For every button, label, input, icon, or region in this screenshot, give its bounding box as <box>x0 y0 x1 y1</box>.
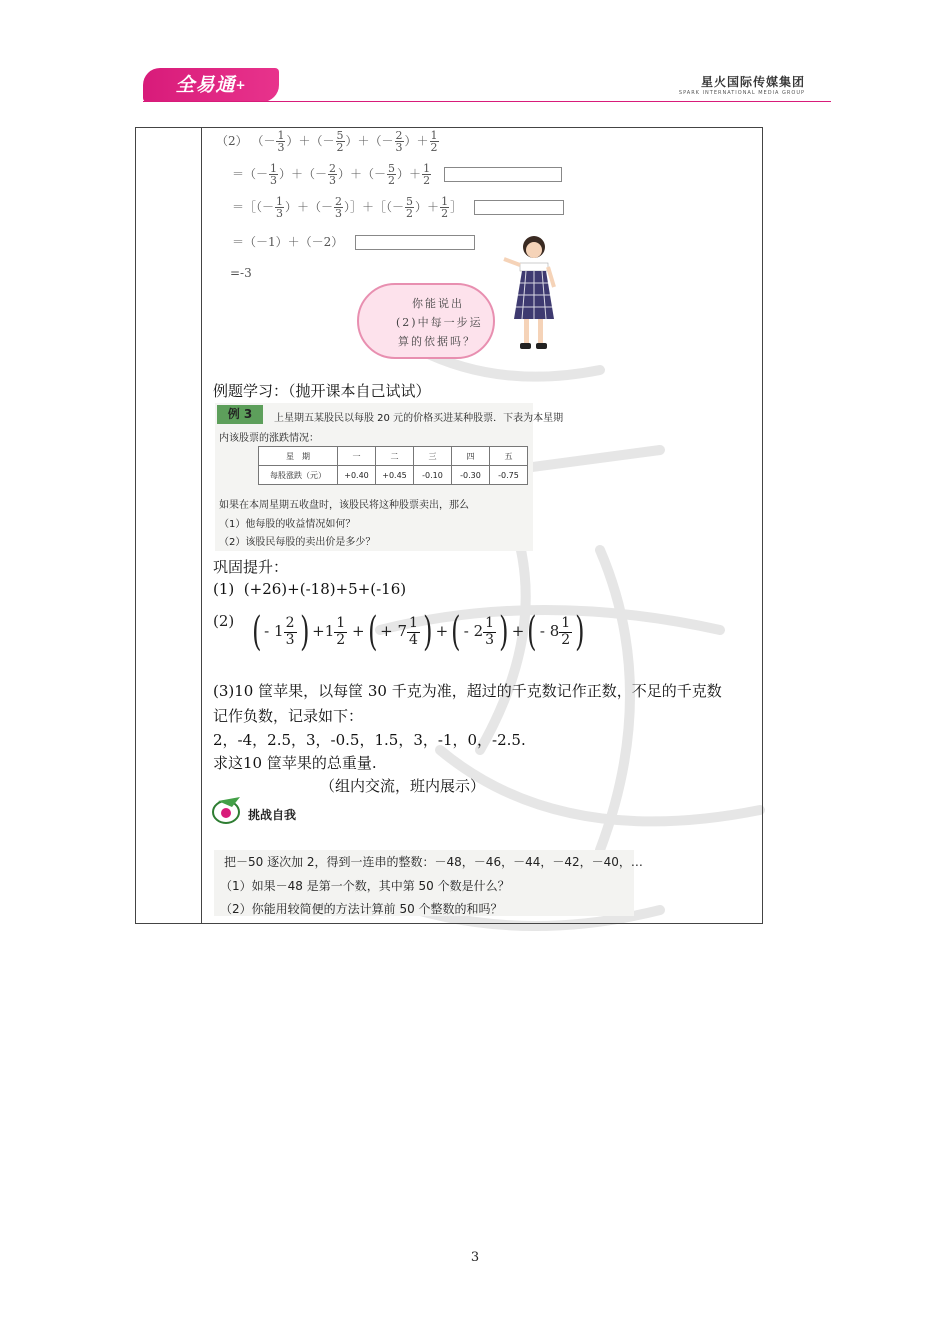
denominator: 3 <box>276 207 284 220</box>
term-op: + <box>351 622 365 640</box>
example-text: 内该股票的涨跌情况： <box>219 433 319 444</box>
expr-part: ）＋ <box>404 134 429 148</box>
term-sign: - <box>463 622 469 640</box>
paren-left: ( <box>367 609 378 655</box>
numerator: 1 <box>409 615 418 632</box>
reason-answer-box[interactable] <box>355 235 475 250</box>
denominator: 2 <box>336 141 344 154</box>
denominator: 3 <box>270 174 278 187</box>
publisher-logo <box>679 73 805 96</box>
publisher-name-en: SPARK INTERNATIONAL MEDIA GROUP <box>678 90 805 96</box>
item-label: (2) <box>213 612 235 630</box>
practice-item-1 <box>213 580 406 598</box>
denominator: 3 <box>329 174 337 187</box>
example-text: 上星期五某股民以每股 20 元的价格买进某种股票．下表为本星期 <box>274 413 564 424</box>
fraction <box>334 616 347 648</box>
denominator: 2 <box>423 174 431 187</box>
numerator: 1 <box>336 615 346 632</box>
publisher-name: 星火国际传媒集团 <box>700 75 805 89</box>
challenge-question: （2）你能用较简便的方法计算前 50 个整数的和吗？ <box>220 902 503 916</box>
fraction <box>440 196 449 219</box>
expr-part: （－ <box>251 134 276 148</box>
fraction <box>275 196 284 219</box>
numerator: 5 <box>336 129 344 142</box>
paren-left: ( <box>251 609 262 655</box>
derivation-line-4 <box>232 233 475 250</box>
expr-part: ）＋ <box>415 200 440 214</box>
brand-logo-text: 全易通 <box>175 74 236 96</box>
fraction <box>328 163 337 186</box>
numerator: 1 <box>441 195 449 208</box>
table-cell: 四 <box>452 447 490 466</box>
paren-left: ( <box>451 609 461 655</box>
header-divider <box>143 101 831 102</box>
practice-item-3-line: (3)10 筐苹果，以每筐 30 千克为准，超过的千克数记作正数，不足的千克数 <box>213 682 722 700</box>
example-text: 如果在本周星期五收盘时，该股民将这种股票卖出，那么 <box>219 500 469 511</box>
paren-right: ) <box>299 609 309 655</box>
term-op: + <box>511 622 525 640</box>
table-cell: -0.30 <box>452 466 490 485</box>
paren-right: ) <box>575 609 585 655</box>
numerator: 1 <box>276 195 284 208</box>
table-cell: 三 <box>414 447 452 466</box>
practice-item-3-question: 求这10 筐苹果的总重量. <box>213 754 377 772</box>
fraction <box>483 616 496 648</box>
term-op: + <box>312 622 325 640</box>
challenge-question: （1）如果－48 是第一个数，其中第 50 个数是什么？ <box>220 879 510 893</box>
numerator: 5 <box>388 162 396 175</box>
denominator: 4 <box>409 631 418 648</box>
fraction <box>407 616 420 648</box>
fraction <box>387 163 396 186</box>
paren-right: ) <box>423 609 433 655</box>
derivation-label: （2） <box>216 134 248 148</box>
denominator: 3 <box>285 631 295 648</box>
denominator: 3 <box>335 207 343 220</box>
expr-part: ）＋（－ <box>345 134 394 148</box>
paren-right: ) <box>499 609 509 655</box>
derivation-line-3 <box>232 196 564 219</box>
fraction <box>430 130 439 153</box>
challenge-text: 把－50 逐次加 2，得到一连串的整数：－48，－46，－44，－42，－40，… <box>224 855 643 869</box>
table-cell: 每股涨跌（元） <box>259 466 338 485</box>
stock-change-table <box>258 446 528 485</box>
fraction <box>405 196 414 219</box>
expr-part: ）＋（－ <box>338 167 387 181</box>
cloud-text-line: 你能说出 <box>412 297 464 310</box>
derivation-line-2 <box>232 163 562 186</box>
derivation-line-1 <box>216 130 440 153</box>
numerator: 2 <box>335 195 343 208</box>
table-cell: 五 <box>490 447 528 466</box>
denominator: 2 <box>430 141 438 154</box>
numerator: 2 <box>329 162 337 175</box>
brand-logo <box>143 68 279 102</box>
table-row <box>259 466 528 485</box>
denominator: 3 <box>485 631 495 648</box>
fraction <box>284 616 297 648</box>
term-sign: - <box>264 622 270 640</box>
numerator: 1 <box>277 129 285 142</box>
fraction <box>422 163 431 186</box>
table-cell: +0.45 <box>376 466 414 485</box>
reason-answer-box[interactable] <box>474 200 564 215</box>
numerator: 1 <box>430 129 438 142</box>
expr-part: ＝（－1）＋（－2） <box>232 235 344 249</box>
table-cell: 二 <box>376 447 414 466</box>
group-note: （组内交流，班内展示） <box>320 777 486 795</box>
expr-part: =-3 <box>230 266 252 280</box>
derivation-line-5 <box>230 266 252 280</box>
fraction <box>395 130 404 153</box>
example-question: （1）他每股的收益情况如何？ <box>219 519 356 530</box>
table-cell: -0.75 <box>490 466 528 485</box>
table-row <box>259 447 528 466</box>
numerator: 1 <box>270 162 278 175</box>
term-whole: 1 <box>324 622 335 640</box>
term-whole: 2 <box>473 622 484 640</box>
cloud-text-line: (2)中每一步运 <box>396 316 483 329</box>
expr-part: ）＋（－ <box>286 134 335 148</box>
fraction <box>269 163 278 186</box>
expr-part: ＝（－ <box>232 167 269 181</box>
term-op: + <box>435 622 449 640</box>
fraction <box>559 616 572 648</box>
paren-left: ( <box>527 609 537 655</box>
term-whole: 8 <box>549 622 560 640</box>
denominator: 2 <box>336 631 346 648</box>
brand-logo-star: + <box>235 78 247 92</box>
practice-item-3-data: 2，-4，2.5，3，-0.5，1.5，3，-1，0，-2.5. <box>213 731 526 749</box>
numerator: 2 <box>285 615 295 632</box>
table-cell: +0.40 <box>338 466 376 485</box>
challenge-icon <box>210 795 244 825</box>
numerator: 1 <box>485 615 495 632</box>
expr-part: ）＋ <box>397 167 422 181</box>
denominator: 2 <box>441 207 449 220</box>
practice-item-2 <box>213 609 588 655</box>
challenge-title: 挑战自我 <box>248 808 297 822</box>
girl-illustration <box>500 233 566 357</box>
example-question: （2）该股民每股的卖出价是多少？ <box>219 537 376 548</box>
expr-part: ＝［（－ <box>232 200 275 214</box>
expr-part: ）＋（－ <box>285 200 334 214</box>
numerator: 1 <box>423 162 431 175</box>
example-tag: 例 3 <box>217 405 263 424</box>
denominator: 2 <box>388 174 396 187</box>
example-heading: 例题学习：（抛开课本自己试试） <box>213 382 431 400</box>
denominator: 2 <box>406 207 414 220</box>
reason-answer-box[interactable] <box>444 167 562 182</box>
practice-heading: 巩固提升： <box>213 558 289 576</box>
practice-item-3-line: 记作负数，记录如下： <box>213 707 364 725</box>
denominator: 2 <box>561 631 571 648</box>
table-cell: 一 <box>338 447 376 466</box>
page-number: 3 <box>470 1250 480 1265</box>
item-expression: (+26)+(-18)+5+(-16) <box>243 580 407 598</box>
cloud-text-line: 算的依据吗？ <box>398 335 476 348</box>
denominator: 3 <box>395 141 403 154</box>
expr-part: ）＋（－ <box>279 167 328 181</box>
term-sign: - <box>539 622 545 640</box>
table-cell: 星 期 <box>259 447 338 466</box>
fraction <box>334 196 343 219</box>
numerator: 5 <box>406 195 414 208</box>
expr-part: ）］＋［（－ <box>344 200 405 214</box>
denominator: 3 <box>277 141 285 154</box>
term-whole: 1 <box>274 622 284 640</box>
term-whole: 7 <box>397 622 408 640</box>
fraction <box>336 130 345 153</box>
item-label: (1) <box>213 580 235 598</box>
numerator: 1 <box>561 615 571 632</box>
numerator: 2 <box>395 129 403 142</box>
fraction <box>276 130 285 153</box>
table-cell: -0.10 <box>414 466 452 485</box>
column-divider <box>201 128 202 923</box>
expr-part: ］ <box>450 200 463 214</box>
term-sign: + <box>380 622 393 640</box>
